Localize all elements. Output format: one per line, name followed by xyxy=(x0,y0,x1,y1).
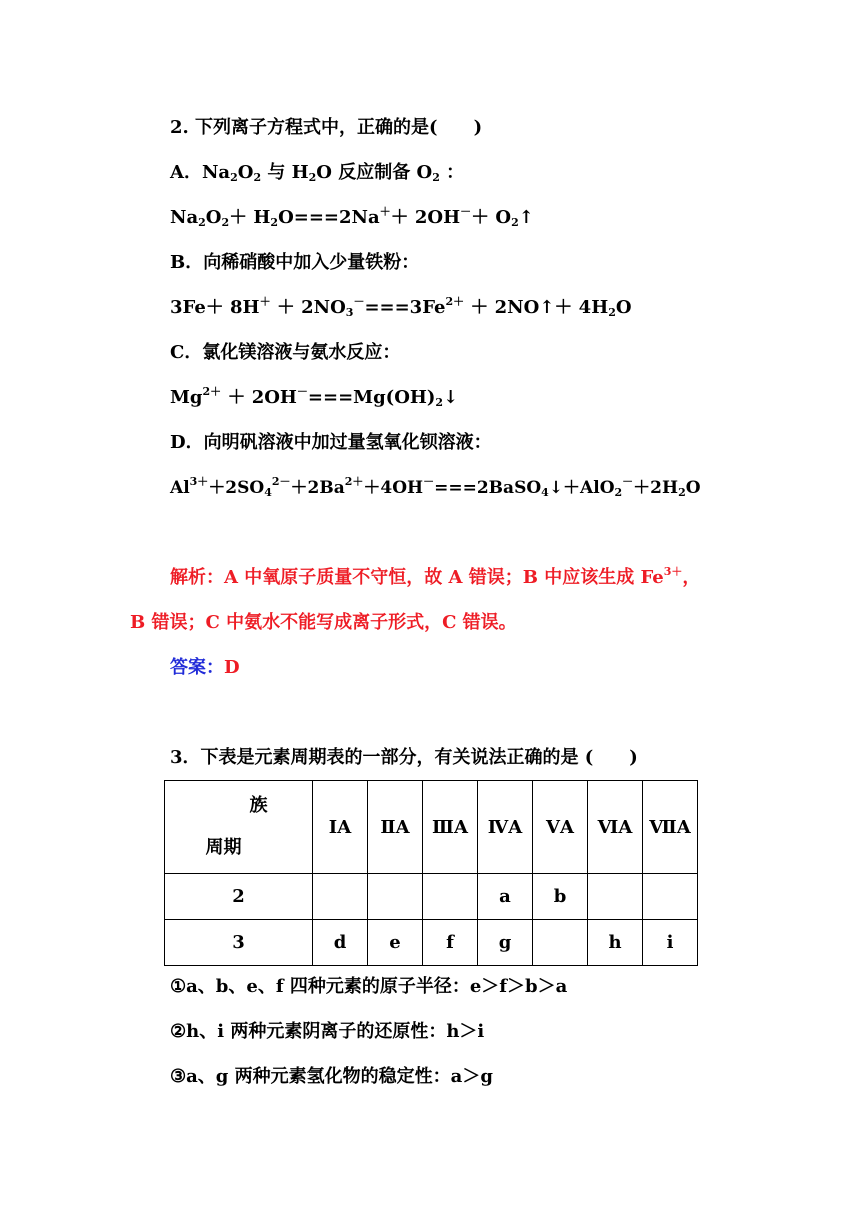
answer xyxy=(170,656,240,680)
period-cell: 2 xyxy=(165,874,313,920)
group-header: ⅥA xyxy=(588,781,643,874)
group-header: ⅤA xyxy=(533,781,588,874)
q2-option-a: A．$Na_2O_2$ 与 $H_2O$ 反应制备 $O_2$ ： xyxy=(170,162,465,184)
element-cell xyxy=(423,874,478,920)
element-cell: f xyxy=(423,920,478,966)
q3-statement-2: ②h、i 两种元素阴离子的还原性：h＞i xyxy=(170,1021,485,1042)
answer-value: D xyxy=(224,657,240,678)
element-cell: i xyxy=(643,920,698,966)
analysis-line-1: 解析：A 中氧原子质量不守恒，故 A 错误；B 中应该生成 $Fe^{3+}$， xyxy=(170,565,701,588)
header-group-label: 族 xyxy=(249,795,268,816)
element-cell: d xyxy=(313,920,368,966)
q2-option-b-equation: $3Fe+ 8H^+ + 2NO_3^-===3Fe^{2+}$ ＋ 2NO↑＋ $4H_2O$ xyxy=(170,295,632,319)
group-header: ⅡA xyxy=(368,781,423,874)
q2-option-d-equation: $Al^{3+}+2SO_4^{2-}+2Ba^{2+}+4OH^-===2BaSO_4↓+AlO_2^-+2H_2O$ xyxy=(170,475,701,499)
header-period-label: 周期 xyxy=(205,837,242,858)
group-header: ⅦA xyxy=(643,781,698,874)
q3-statement-1: ①a、b、e、f 四种元素的原子半径：e＞f＞b＞a xyxy=(170,976,568,997)
group-header: ⅢA xyxy=(423,781,478,874)
element-cell: h xyxy=(588,920,643,966)
analysis-line-2: B 错误；C 中氨水不能写成离子形式，C 错误。 xyxy=(130,612,517,633)
q3-stem: 3．下表是元素周期表的一部分，有关说法正确的是 ( ) xyxy=(170,747,638,768)
element-cell xyxy=(643,874,698,920)
element-cell xyxy=(588,874,643,920)
group-header: ⅠA xyxy=(313,781,368,874)
element-cell: e xyxy=(368,920,423,966)
table-header-row xyxy=(165,781,698,874)
q2-option-a-equation: $Na_2O_2+ H_2O===2Na^++ 2OH^-+$ $O_2↑$ xyxy=(170,205,534,229)
q2-stem: 2. 下列离子方程式中，正确的是( ) xyxy=(170,117,483,138)
q2-option-c: C．氯化镁溶液与氨水反应： xyxy=(170,342,401,363)
table-row xyxy=(165,920,698,966)
q3-statement-3: ③a、g 两种元素氢化物的稳定性：a＞g xyxy=(170,1066,493,1087)
element-cell: a xyxy=(478,874,533,920)
table-row xyxy=(165,874,698,920)
answer-label: 答案： xyxy=(170,657,224,678)
element-cell: b xyxy=(533,874,588,920)
q2-option-c-equation: $Mg^{2+}$ ＋ $2OH^-===Mg(OH)_2↓$ xyxy=(170,385,459,409)
period-cell: 3 xyxy=(165,920,313,966)
element-cell: g xyxy=(478,920,533,966)
q2-option-b: B．向稀硝酸中加入少量铁粉： xyxy=(170,252,420,273)
q2-option-d: D．向明矾溶液中加过量氢氧化钡溶液： xyxy=(170,432,492,453)
table-corner-cell xyxy=(165,781,313,874)
element-cell xyxy=(533,920,588,966)
periodic-table xyxy=(164,780,698,966)
element-cell xyxy=(313,874,368,920)
element-cell xyxy=(368,874,423,920)
group-header: ⅣA xyxy=(478,781,533,874)
